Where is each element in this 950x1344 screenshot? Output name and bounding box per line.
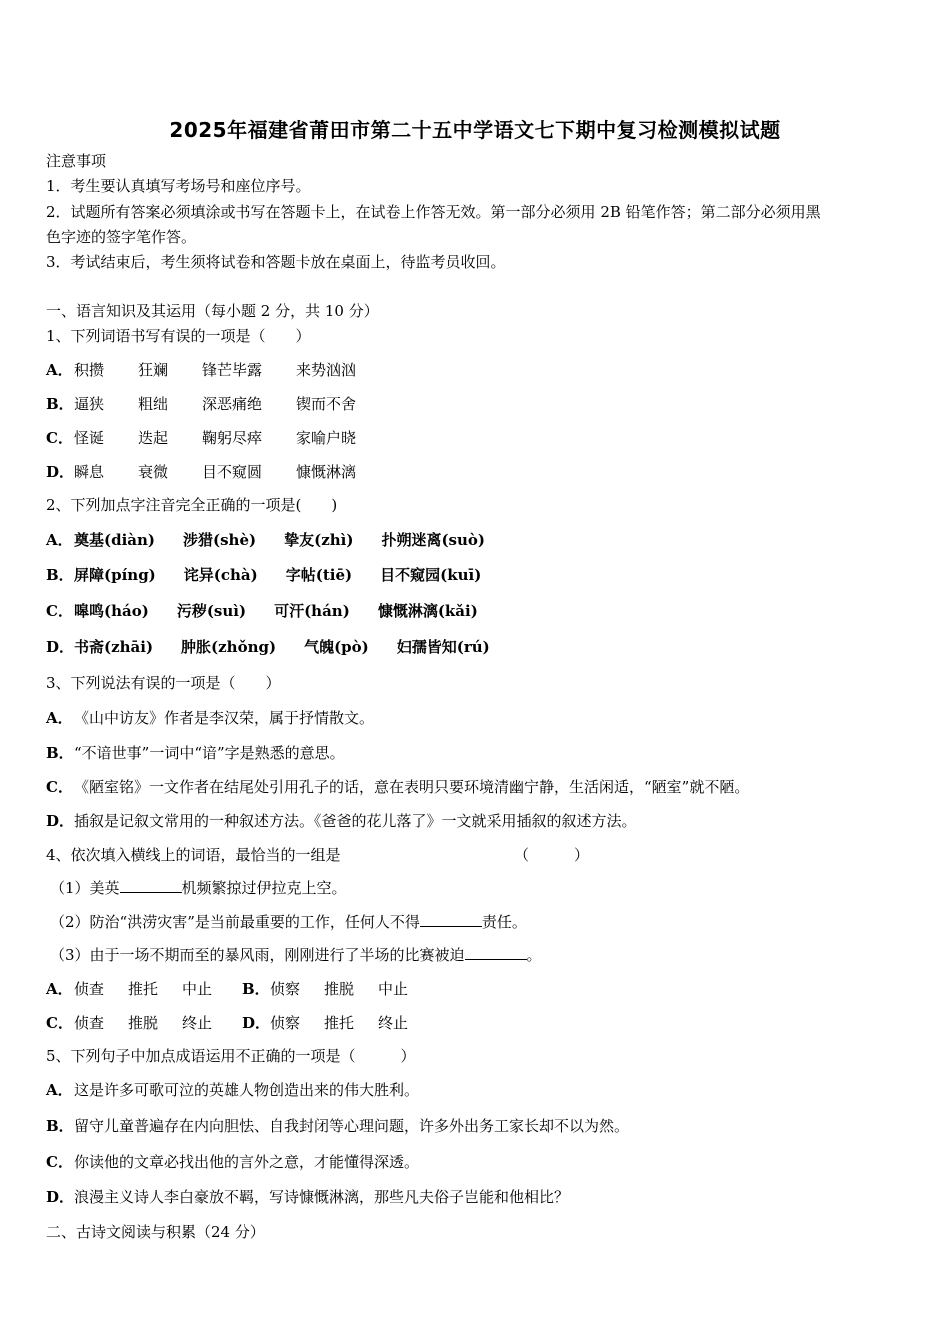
q2-option-c [46, 601, 506, 621]
option-label: C． [46, 778, 73, 796]
option-label: A． [46, 709, 73, 727]
option-label: A． [46, 361, 73, 379]
option-word: 扑朔迷离(suò) [381, 531, 485, 549]
option-label: A． [46, 531, 73, 549]
q4-option-a [46, 979, 212, 999]
option-word: 瞬息 [74, 463, 105, 481]
q3-option-d [46, 811, 637, 831]
option-word: 字帖(tiē) [285, 566, 353, 584]
option-word: 来势汹汹 [296, 361, 357, 379]
option-word: 屏障(píng) [74, 566, 156, 584]
option-word: 锲而不舍 [296, 395, 357, 413]
q1-option-a [46, 360, 390, 380]
q5-option-d [46, 1187, 569, 1207]
option-word: 侦查 [74, 980, 105, 998]
sentence-post: 机频繁掠过伊拉克上空。 [181, 879, 347, 897]
q4-option-d [242, 1013, 408, 1033]
question-1-stem: 1、下列词语书写有误的一项是（ ） [46, 327, 311, 345]
option-word: 慷慨淋漓(kǎi) [377, 602, 478, 620]
option-word: 妇孺皆知(rú) [396, 638, 490, 656]
q1-option-d [46, 462, 390, 482]
option-word: 慷慨淋漓 [296, 463, 357, 481]
option-word: 嗥鸣(háo) [74, 602, 149, 620]
option-word: 中止 [378, 980, 409, 998]
option-word: 深恶痛绝 [202, 395, 263, 413]
option-text: “不谙世事”一词中“谙”字是熟悉的意思。 [74, 744, 345, 762]
question-4-answer-paren: （ ） [514, 846, 590, 864]
option-label: A． [46, 980, 73, 998]
q1-option-c [46, 428, 390, 448]
q4-sentence-2 [50, 912, 527, 932]
option-word: 涉猎(shè) [183, 531, 257, 549]
option-word: 推托 [324, 1014, 355, 1032]
fill-blank [420, 912, 482, 927]
option-word: 推脱 [128, 1014, 159, 1032]
option-label: B． [242, 980, 270, 998]
option-word: 肿胀(zhǒng) [181, 638, 277, 656]
option-word: 侦察 [270, 980, 301, 998]
option-word: 怪诞 [74, 429, 105, 447]
option-word: 目不窥园(kuī) [380, 566, 482, 584]
option-word: 积攒 [74, 361, 105, 379]
option-word: 可汗(hán) [274, 602, 350, 620]
option-word: 粗绌 [138, 395, 169, 413]
sentence-pre: （3）由于一场不期而至的暴风雨，刚刚进行了半场的比赛被迫 [50, 946, 465, 964]
option-word: 书斋(zhāi) [74, 638, 154, 656]
option-word: 奠基(diàn) [74, 531, 156, 549]
option-word: 目不窥圆 [202, 463, 263, 481]
option-word: 污秽(suì) [176, 602, 247, 620]
option-word: 狂斓 [138, 361, 169, 379]
section-heading: 二、古诗文阅读与积累（24 分） [46, 1223, 265, 1241]
notice-item: 1．考生要认真填写考场号和座位序号。 [46, 177, 311, 195]
option-text: 插叙是记叙文常用的一种叙述方法。《爸爸的花儿落了》一文就采用插叙的叙述方法。 [74, 812, 637, 830]
fill-blank [120, 878, 182, 893]
q3-option-b [46, 743, 345, 763]
option-word: 侦察 [270, 1014, 301, 1032]
option-label: D． [242, 1014, 271, 1032]
option-word: 鞠躬尽瘁 [202, 429, 263, 447]
option-label: C． [46, 1153, 73, 1171]
option-word: 锋芒毕露 [202, 361, 263, 379]
notice-item: 色字迹的签字笔作答。 [46, 228, 197, 246]
sentence-post: 。 [526, 946, 542, 964]
q4-sentence-3 [50, 945, 542, 965]
option-label: A． [46, 1081, 73, 1099]
question-2-stem: 2、下列加点字注音完全正确的一项是( ) [46, 496, 338, 514]
question-3-stem: 3、下列说法有误的一项是（ ） [46, 674, 281, 692]
option-word: 侦查 [74, 1014, 105, 1032]
q4-option-c [46, 1013, 212, 1033]
option-label: C． [46, 602, 73, 620]
option-label: C． [46, 1014, 73, 1032]
notice-item: 3．考试结束后，考生须将试卷和答题卡放在桌面上，待监考员收回。 [46, 253, 506, 271]
q3-option-a [46, 708, 374, 728]
notice-item: 2．试题所有答案必须填涂或书写在答题卡上，在试卷上作答无效。第一部分必须用 2B 铅笔作答；第二部分必须用黑 [46, 203, 821, 221]
option-label: D． [46, 1188, 75, 1206]
q5-option-a [46, 1080, 419, 1100]
option-text: 《山中访友》作者是李汉荣，属于抒情散文。 [74, 709, 375, 727]
q3-option-c [46, 777, 749, 797]
q4-option-b [242, 979, 408, 999]
option-label: C． [46, 429, 73, 447]
sentence-pre: （2）防治“洪涝灾害”是当前最重要的工作，任何人不得 [50, 913, 420, 931]
option-text: 你读他的文章必找出他的言外之意，才能懂得深透。 [74, 1153, 420, 1171]
q4-sentence-1 [50, 878, 347, 898]
q5-option-c [46, 1152, 419, 1172]
option-word: 中止 [182, 980, 213, 998]
option-label: D． [46, 638, 75, 656]
notice-heading: 注意事项 [46, 152, 107, 170]
option-label: B． [46, 1117, 74, 1135]
section-heading: 一、语言知识及其运用（每小题 2 分，共 10 分） [46, 302, 379, 320]
q2-option-b [46, 565, 509, 585]
option-label: B． [46, 395, 74, 413]
option-word: 衰微 [138, 463, 169, 481]
option-text: 这是许多可歌可泣的英雄人物创造出来的伟大胜利。 [74, 1081, 420, 1099]
option-label: B． [46, 744, 74, 762]
fill-blank [465, 945, 527, 960]
q5-option-b [46, 1116, 629, 1136]
q2-option-a [46, 530, 513, 550]
option-label: D． [46, 812, 75, 830]
option-text: 《陋室铭》一文作者在结尾处引用孔子的话，意在表明只要环境清幽宁静，生活闲适，“陋室”就不陋。 [74, 778, 750, 796]
option-word: 终止 [378, 1014, 409, 1032]
page-title: 2025年福建省莆田市第二十五中学语文七下期中复习检测模拟试题 [169, 118, 781, 142]
option-word: 诧异(chà) [183, 566, 258, 584]
option-word: 推托 [128, 980, 159, 998]
option-text: 留守儿童普遍存在内向胆怯、自我封闭等心理问题，许多外出务工家长却不以为然。 [74, 1117, 630, 1135]
q2-option-d [46, 637, 518, 657]
option-word: 逼狭 [74, 395, 105, 413]
option-word: 推脱 [324, 980, 355, 998]
sentence-pre: （1）美英 [50, 879, 120, 897]
option-text: 浪漫主义诗人李白豪放不羁，写诗慷慨淋漓，那些凡夫俗子岂能和他相比？ [74, 1188, 570, 1206]
option-word: 家喻户晓 [296, 429, 357, 447]
option-word: 气魄(pò) [304, 638, 369, 656]
option-label: B． [46, 566, 74, 584]
option-word: 终止 [182, 1014, 213, 1032]
sentence-post: 责任。 [481, 913, 527, 931]
option-word: 迭起 [138, 429, 169, 447]
q1-option-b [46, 394, 390, 414]
question-4-stem: 4、依次填入横线上的词语，最恰当的一组是 [46, 846, 341, 864]
option-word: 挚友(zhì) [284, 531, 354, 549]
question-5-stem: 5、下列句子中加点成语运用不正确的一项是（ ） [46, 1047, 416, 1065]
option-label: D． [46, 463, 75, 481]
